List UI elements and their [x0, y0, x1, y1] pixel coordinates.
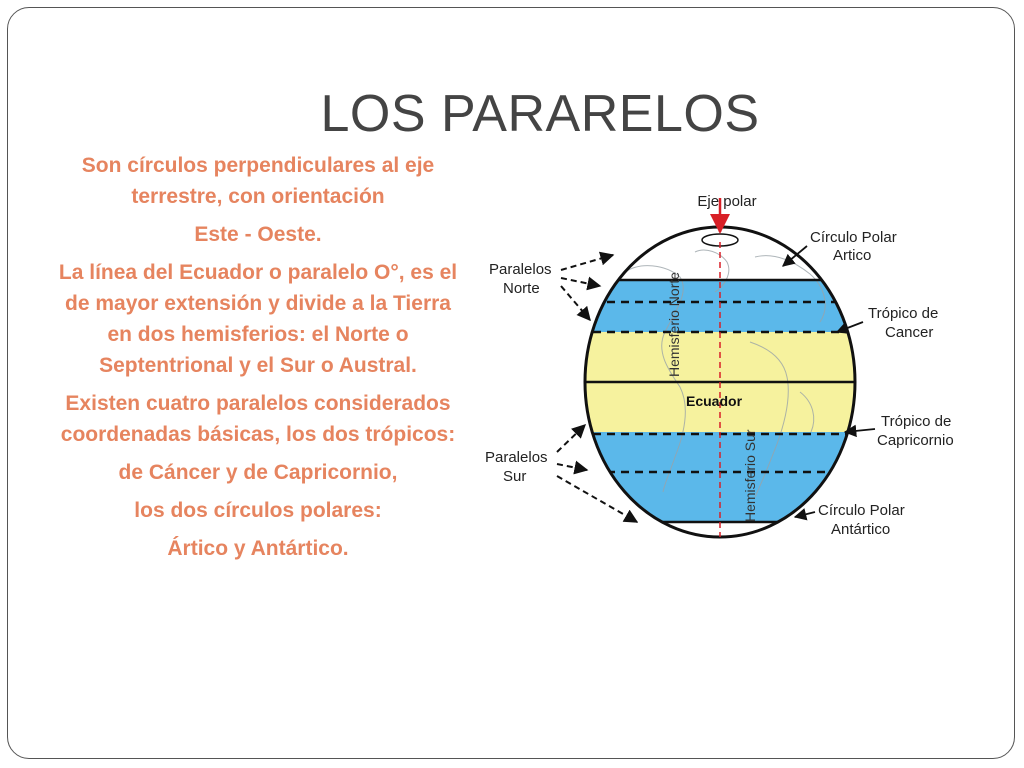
body-text: [58, 150, 458, 571]
south-parallel-arrow-2: [557, 464, 587, 470]
globe-parallels-diagram: [465, 182, 975, 552]
paragraph-polares: Ártico y Antártico.: [167, 537, 349, 560]
circulo-polar-antartico-label-1: Círculo Polar: [818, 502, 905, 519]
hemisferio-sur-label: Hemisferio Sur: [742, 429, 758, 522]
paragraph-circulos: los dos círculos polares:: [134, 499, 382, 522]
eje-polar-label: Eje polar: [697, 193, 757, 210]
north-parallel-arrow-1: [561, 255, 613, 270]
circulo-polar-artico-label-1: Círculo Polar: [810, 229, 897, 246]
north-parallel-arrow-2: [561, 278, 600, 286]
south-parallel-arrow-1: [557, 425, 585, 452]
paralelos-sur-label-1: Paralelos: [485, 449, 548, 466]
paragraph-ecuador: La línea del Ecuador o paralelo O°, es el de mayor extensión y divide a la Tierra en dos hemisferios: el Norte o Septentrional y el Sur o Austral.: [58, 261, 458, 377]
tropico-capricornio-label-2: Capricornio: [877, 432, 954, 449]
antarctic-arrow: [795, 512, 815, 517]
paragraph-coordenadas: Existen cuatro paralelos considerados coordenadas básicas, los dos trópicos:: [60, 392, 456, 446]
slide-title: LOS PARARELOS: [320, 85, 760, 143]
tropico-cancer-label-2: Cancer: [885, 324, 934, 341]
paralelos-norte-label-1: Paralelos: [489, 261, 552, 278]
paralelos-sur-label-2: Sur: [503, 468, 527, 485]
circulo-polar-antartico-label-2: Antártico: [831, 521, 891, 538]
ecuador-label: Ecuador: [686, 393, 743, 409]
paralelos-norte-label-2: Norte: [503, 280, 540, 297]
north-parallel-arrow-3: [561, 286, 590, 320]
paragraph-orientation: Este - Oeste.: [194, 223, 322, 246]
circulo-polar-artico-label-2: Artico: [833, 247, 872, 264]
hemisferio-norte-label: Hemisferio Norte: [666, 271, 682, 377]
tropico-cancer-label-1: Trópico de: [868, 305, 939, 322]
paragraph-tropicos: de Cáncer y de Capricornio,: [118, 461, 398, 484]
tropico-capricornio-label-1: Trópico de: [881, 413, 952, 430]
paragraph-definition: Son círculos perpendiculares al eje terrestre, con orientación: [81, 154, 435, 208]
